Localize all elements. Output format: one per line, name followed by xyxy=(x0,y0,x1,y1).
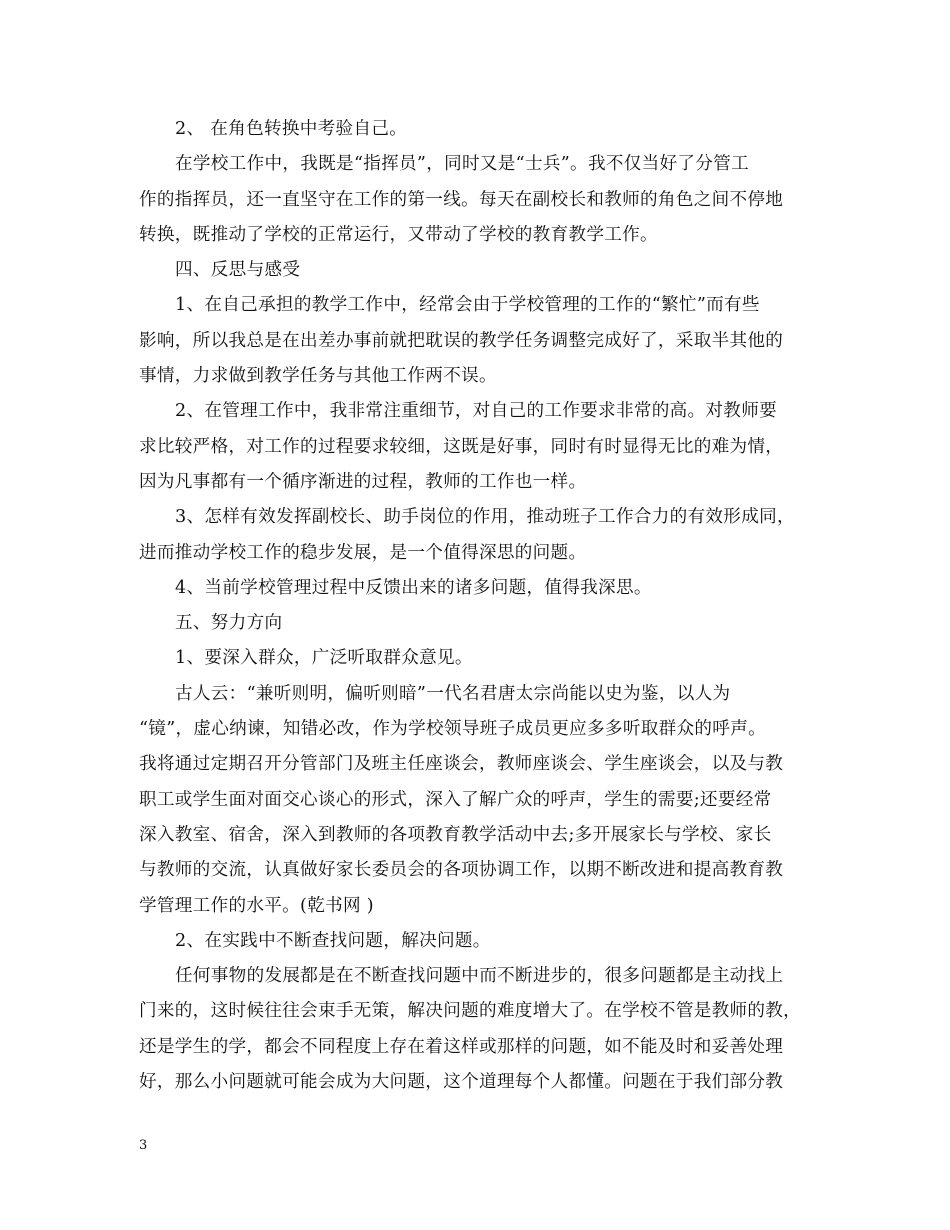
text-line: 4、当前学校管理过程中反馈出来的诸多问题，值得我深思。 xyxy=(175,577,652,598)
text-line: 好，那么小问题就可能会成为大问题，这个道理每个人都懂。问题在于我们部分教 xyxy=(139,1072,784,1093)
text-line: 2、在管理工作中，我非常注重细节，对自己的工作要求非常的高。对教师要 xyxy=(175,401,777,422)
text-line: 任何事物的发展都是在不断查找问题中而不断进步的，很多问题都是主动找上 xyxy=(175,966,784,987)
text-line: “镜”，虚心纳谏，知错必改，作为学校领导班子成员更应多多听取群众的呼声。 xyxy=(139,719,766,740)
text-line: 因为凡事都有一个循序渐进的过程，教师的工作也一样。 xyxy=(139,471,587,492)
text-line: 转换，既推动了学校的正常运行，又带动了学校的教育教学工作。 xyxy=(139,224,658,245)
text-line: 与教师的交流，认真做好家长委员会的各项协调工作，以期不断改进和提高教育教 xyxy=(139,860,784,881)
text-line: 1、要深入群众，广泛听取群众意见。 xyxy=(175,648,473,669)
text-line: 影响，所以我总是在出差办事前就把耽误的教学任务调整完成好了，采取半其他的 xyxy=(139,330,784,351)
text-line: 门来的，这时候往往会束手无策，解决问题的难度增大了。在学校不管是教师的教， xyxy=(139,1001,802,1022)
text-line: 五、努力方向 xyxy=(175,613,283,634)
document-body xyxy=(139,112,827,1100)
text-line: 还是学生的学，都会不同程度上存在着这样或那样的问题，如不能及时和妥善处理 xyxy=(139,1036,784,1057)
text-line: 2、在实践中不断查找问题，解决问题。 xyxy=(175,930,491,951)
text-line: 1、在自己承担的教学工作中，经常会由于学校管理的工作的“繁忙”而有些 xyxy=(175,295,760,316)
text-line: 在学校工作中，我既是“指挥员”，同时又是“士兵”。我不仅当好了分管工 xyxy=(175,154,749,175)
text-line: 职工或学生面对面交心谈心的形式，深入了解广众的呼声，学生的需要;还要经常 xyxy=(139,789,772,810)
text-line: 我将通过定期召开分管部门及班主任座谈会，教师座谈会、学生座谈会，以及与教 xyxy=(139,754,784,775)
text-line: 求比较严格，对工作的过程要求较细，这既是好事，同时有时显得无比的难为情， xyxy=(139,436,784,457)
text-line: 3、怎样有效发挥副校长、助手岗位的作用，推动班子工作合力的有效形成同， xyxy=(175,507,795,528)
text-line: 进而推动学校工作的稳步发展，是一个值得深思的问题。 xyxy=(139,542,587,563)
text-line: 四、反思与感受 xyxy=(175,260,301,281)
text-line: 古人云：“兼听则明，偏听则暗”一代名君唐太宗尚能以史为鉴，以人为 xyxy=(175,683,731,704)
text-line: 事情，力求做到教学任务与其他工作两不误。 xyxy=(139,366,497,387)
text-line: 深入教室、宿舍，深入到教师的各项教育教学活动中去;多开展家长与学校、家长 xyxy=(139,824,772,845)
page-number: 3 xyxy=(139,1138,148,1153)
text-line: 学管理工作的水平。(乾书网 ) xyxy=(139,895,374,916)
text-line: 作的指挥员，还一直坚守在工作的第一线。每天在副校长和教师的角色之间不停地 xyxy=(139,189,784,210)
text-line: 2、 在角色转换中考验自己。 xyxy=(175,119,408,139)
